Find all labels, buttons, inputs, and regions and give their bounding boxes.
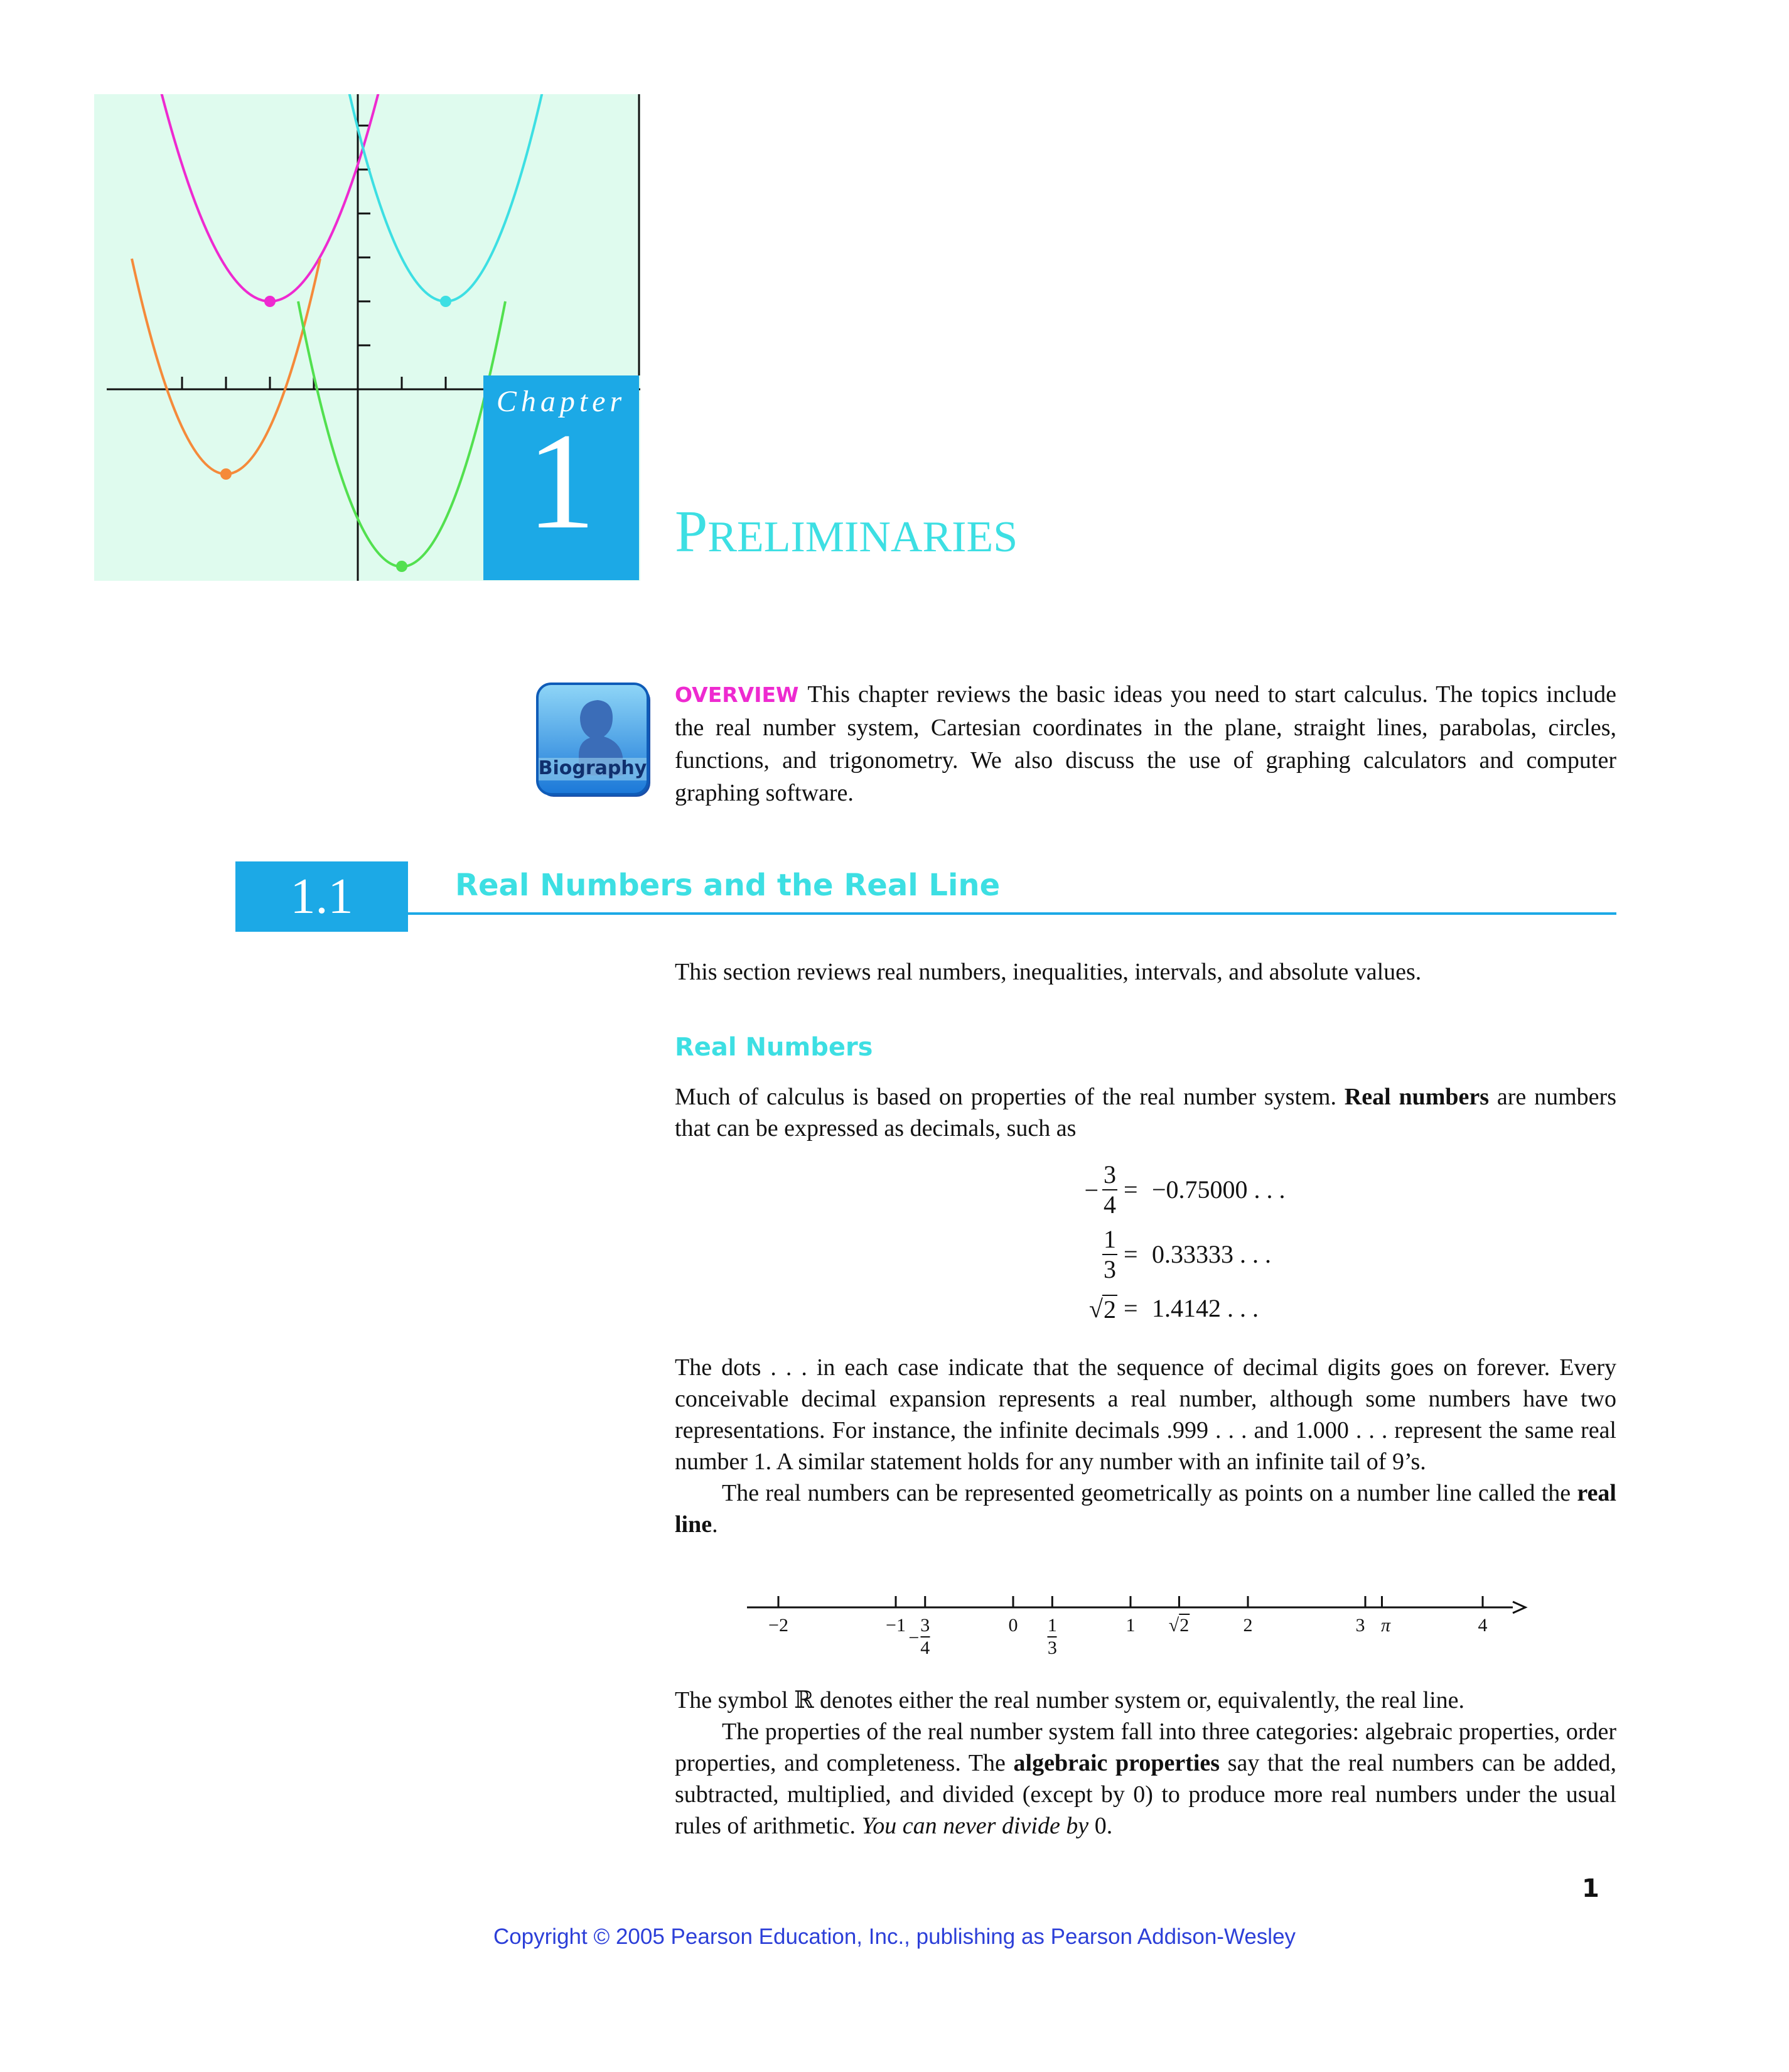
orange-vertex xyxy=(220,468,232,480)
cyan-vertex xyxy=(440,296,451,307)
green-vertex xyxy=(396,561,407,572)
p2-second-after: . xyxy=(712,1511,718,1538)
square-root xyxy=(1089,1294,1117,1324)
orange-parabola xyxy=(132,259,320,474)
radicand: 2 xyxy=(1104,1295,1116,1324)
real-numbers-paragraph xyxy=(675,1081,1616,1144)
numerator: 1 xyxy=(1102,1227,1117,1255)
chapter-title xyxy=(675,499,1018,564)
p3-end: 0. xyxy=(1088,1813,1113,1839)
fraction-mark-label: − 3 4 xyxy=(908,1615,930,1658)
equation-row xyxy=(1004,1223,1318,1286)
p1-text-before: Much of calculus is based on properties of the real number system. xyxy=(675,1084,1345,1110)
tick-label: 4 xyxy=(1478,1615,1488,1636)
section-rule xyxy=(408,912,1616,915)
tick-label: 2 xyxy=(1243,1615,1253,1636)
chapter-number-box xyxy=(483,375,639,580)
equals-sign: = xyxy=(1124,1294,1138,1322)
chapter-number: 1 xyxy=(527,404,596,558)
decimal-paragraph xyxy=(675,1352,1616,1540)
tick-label: −1 xyxy=(886,1615,906,1636)
overview-label: OVERVIEW xyxy=(675,683,799,707)
fraction-mark-label: $\frac{1}{3}$ xyxy=(1047,1615,1057,1658)
tick-label: 1 xyxy=(1126,1615,1136,1636)
p3-second-before: The properties of the real number system fall into three categories: algebraic properties, order properties, and completeness. The xyxy=(675,1719,1616,1776)
sqrt-mark-label: √2 xyxy=(1168,1615,1190,1636)
chapter-title-initial: P xyxy=(675,499,708,564)
denominator: 3 xyxy=(1104,1255,1116,1283)
decimal-value: 1.4142 . . . xyxy=(1152,1294,1259,1322)
magenta-parabola xyxy=(157,94,383,301)
p2-second-before: The real numbers can be represented geometrically as points on a number line called the xyxy=(722,1480,1577,1506)
decimal-value: 0.33333 . . . xyxy=(1152,1240,1271,1268)
cyan-parabola xyxy=(345,94,546,301)
page-number: 1 xyxy=(1582,1874,1599,1903)
magenta-vertex xyxy=(264,296,276,307)
pi-mark-label: π xyxy=(1380,1615,1390,1636)
section-intro: This section reviews real numbers, inequalities, intervals, and absolute values. xyxy=(675,959,1422,985)
equals-sign: = xyxy=(1124,1175,1138,1204)
biography-label: Biography xyxy=(538,757,647,779)
p1-text-after: are numbers that can be expressed as decimals, such as xyxy=(675,1084,1616,1141)
p3-second-middle: say that the real numbers can be added, subtracted, multiplied, and divided (except by 0) to produce more real numbers under the usual rules of arithmetic. xyxy=(675,1750,1616,1839)
biography-button[interactable] xyxy=(535,681,653,799)
p3-italic: You can never divide by xyxy=(861,1813,1089,1839)
subsection-title: Real Numbers xyxy=(675,1033,873,1062)
overview-text: This chapter reviews the basic ideas you need to start calculus. The topics include the real number system, Cartesian coordinates in the plane, straight lines, parabolas, circles, functions, and trigonometry. We also discuss the use of graphing calculators and computer graphing software. xyxy=(675,681,1616,806)
section-title: Real Numbers and the Real Line xyxy=(455,868,1001,903)
tick-label: 3 xyxy=(1355,1615,1365,1636)
p2-text: The dots . . . in each case indicate that the sequence of decimal digits goes on forever. Every conceivable decimal expansion represents a real number, although some numbers have two representations. For instance, the infinite decimals .999 . . . and 1.000 . . . represent the same real number 1. A similar statement holds for any number with an infinite tail of 9’s. xyxy=(675,1354,1616,1475)
tick-label: 0 xyxy=(1008,1615,1018,1636)
minus-sign: − xyxy=(1084,1175,1099,1204)
denominator: 4 xyxy=(1104,1190,1116,1219)
copyright-notice: Copyright © 2005 Pearson Education, Inc., publishing as Pearson Addison-Wesley xyxy=(493,1924,1296,1949)
real-number-line xyxy=(741,1582,1532,1676)
fraction xyxy=(1102,1162,1117,1217)
axis-ticks xyxy=(182,126,490,389)
overview-paragraph xyxy=(675,678,1616,809)
algebraic-properties-term: algebraic properties xyxy=(1013,1750,1220,1776)
tick-label: −2 xyxy=(768,1615,788,1636)
p1-bold-term: Real numbers xyxy=(1344,1084,1490,1110)
chapter-title-rest: RELIMINARIES xyxy=(707,513,1018,561)
chapter-label: Chapter xyxy=(496,385,626,418)
radical-sign-icon: √ xyxy=(1089,1294,1103,1323)
properties-paragraph xyxy=(675,1685,1616,1842)
decimal-value: −0.75000 . . . xyxy=(1152,1175,1286,1204)
equals-sign: = xyxy=(1124,1240,1138,1268)
p3-first: The symbol ℝ denotes either the real number system or, equivalently, the real line. xyxy=(675,1687,1464,1713)
numerator: 3 xyxy=(1102,1162,1117,1190)
biography-portrait-icon xyxy=(535,681,653,799)
equation-row xyxy=(1004,1158,1318,1221)
section-number-box: 1.1 xyxy=(235,861,408,932)
fraction xyxy=(1102,1227,1117,1282)
green-parabola xyxy=(298,301,505,567)
equation-row xyxy=(1004,1277,1318,1340)
real-line-term: real line xyxy=(675,1480,1616,1538)
